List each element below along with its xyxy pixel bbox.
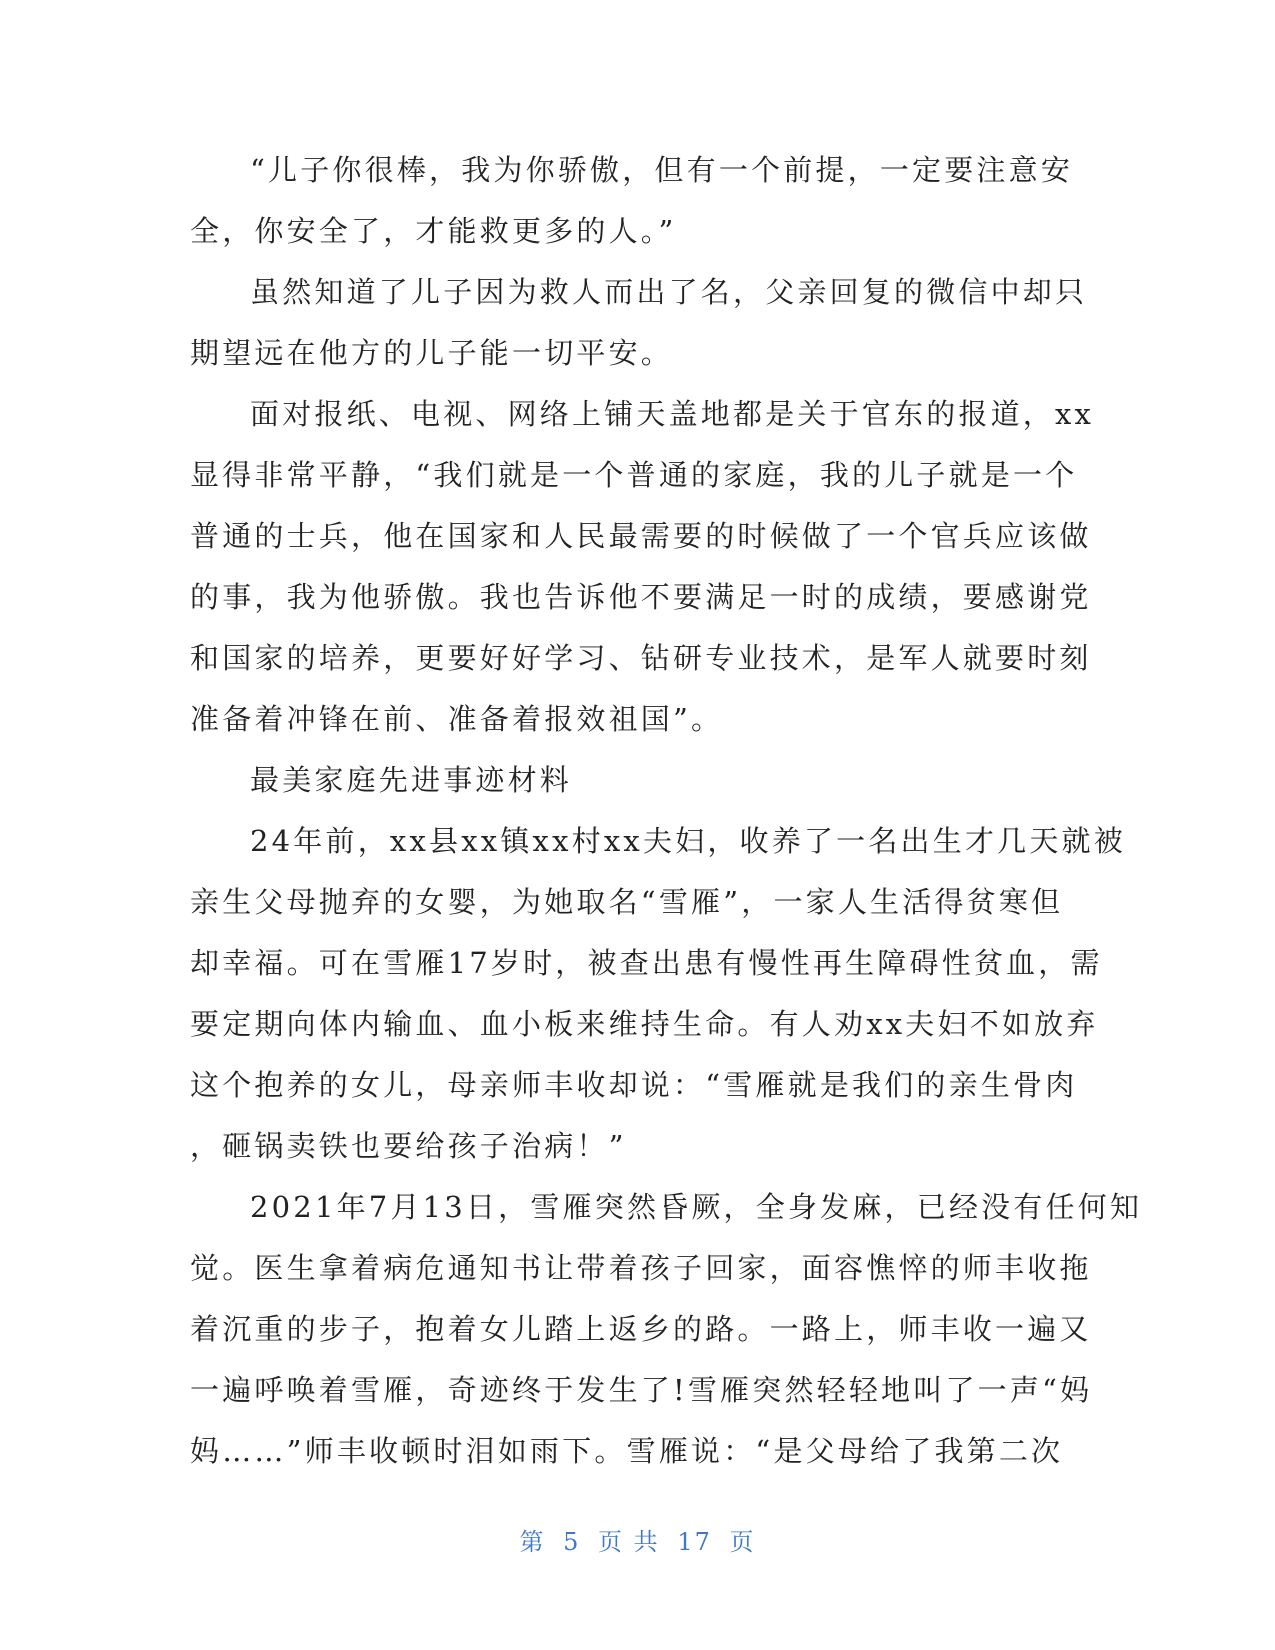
paragraph-line: 显得非常平静，“我们就是一个普通的家庭，我的儿子就是一个 [190, 458, 1078, 492]
paragraph-line: 2021年7月13日，雪雁突然昏厥，全身发麻，已经没有任何知 [250, 1190, 1143, 1224]
document-body [190, 140, 1143, 1482]
current-page-number: 5 [563, 1528, 581, 1556]
paragraph-line: 一遍呼唤着雪雁，奇迹终于发生了!雪雁突然轻轻地叫了一声“妈 [190, 1373, 1093, 1407]
paragraph-line: 和国家的培养，更要好好学习、钻研专业技术，是军人就要时刻 [190, 641, 1092, 675]
section-heading: 最美家庭先进事迹材料 [250, 763, 573, 797]
paragraph-line: 妈……”师丰收顿时泪如雨下。雪雁说：“是父母给了我第二次 [190, 1434, 1064, 1468]
total-page-count: 17 [677, 1528, 712, 1556]
paragraph-line: 准备着冲锋在前、准备着报效祖国”。 [190, 702, 724, 736]
paragraph-line: 亲生父母抛弃的女婴，为她取名“雪雁”，一家人生活得贫寒但 [190, 885, 1064, 919]
paragraph-line: 普通的士兵，他在国家和人民最需要的时候做了一个官兵应该做 [190, 519, 1092, 553]
footer-middle: 页 共 [598, 1528, 660, 1556]
paragraph-line: 虽然知道了儿子因为救人而出了名，父亲回复的微信中却只 [250, 275, 1088, 309]
paragraph-line: 期望远在他方的儿子能一切平安。 [190, 336, 674, 370]
paragraph-line: 的事，我为他骄傲。我也告诉他不要满足一时的成绩，要感谢党 [190, 580, 1092, 614]
paragraph-line: 觉。医生拿着病危通知书让带着孩子回家，面容憔悴的师丰收拖 [190, 1251, 1092, 1285]
paragraph-line: ，砸锅卖铁也要给孩子治病！” [190, 1129, 627, 1163]
paragraph-line: 却幸福。可在雪雁17岁时，被查出患有慢性再生障碍性贫血，需 [190, 946, 1103, 980]
footer-suffix: 页 [729, 1528, 756, 1556]
paragraph-line: “儿子你很棒，我为你骄傲，但有一个前提，一定要注意安 [250, 153, 1074, 187]
footer-prefix: 第 [519, 1528, 546, 1556]
paragraph-line: 要定期向体内输血、血小板来维持生命。有人劝xx夫妇不如放弃 [190, 1007, 1099, 1041]
paragraph-line: 这个抱养的女儿，母亲师丰收却说：“雪雁就是我们的亲生骨肉 [190, 1068, 1078, 1102]
paragraph-line: 24年前，xx县xx镇xx村xx夫妇，收养了一名出生才几天就被 [250, 824, 1126, 858]
paragraph-line: 面对报纸、电视、网络上铺天盖地都是关于官东的报道，xx [250, 397, 1095, 431]
page-number-footer [0, 1524, 1275, 1560]
paragraph-line: 全，你安全了，才能救更多的人。” [190, 214, 677, 248]
paragraph-line: 着沉重的步子，抱着女儿踏上返乡的路。一路上，师丰收一遍又 [190, 1312, 1092, 1346]
